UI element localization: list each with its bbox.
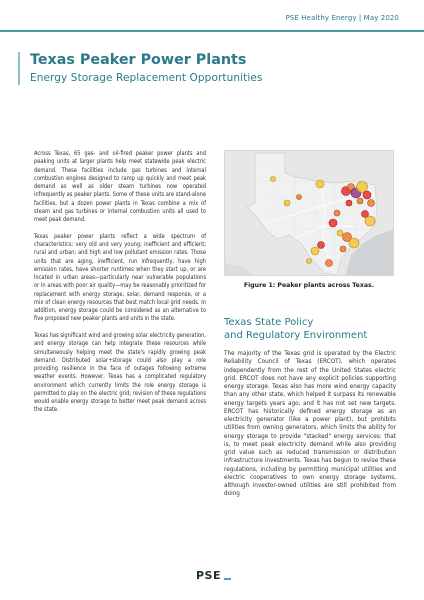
plant-marker: [368, 200, 375, 207]
plant-marker: [349, 238, 359, 248]
plant-marker: [297, 195, 302, 200]
intro-paragraph: Across Texas, 65 gas- and oil-fired peaker power plants and peaking units at larger plants help meet statewide peak electric demand. These facilities include gas turbines and internal combustion engines designed to ramp up quickly and meet peak demand as well as older steam turbines now operated infrequently as peaker plants. Some of these units are stand-alone facilities, but a dozen power plants in Texas combine a mix of steam and gas turbines or internal combustion units all used to meet peak demand.: [34, 151, 206, 223]
figure-caption: Figure 1: Peaker plants across Texas.: [243, 282, 375, 289]
section-heading-line-2: and Regulatory Environment: [224, 330, 368, 341]
plant-marker: [357, 198, 363, 204]
section-heading: [224, 316, 404, 342]
plant-marker: [346, 200, 352, 206]
page-title: Texas Peaker Power Plants: [30, 52, 247, 68]
page-subtitle: Energy Storage Replacement Opportunities: [30, 72, 263, 84]
plant-marker: [340, 246, 346, 252]
pse-logo: PSE: [196, 569, 221, 582]
plant-marker: [365, 216, 375, 226]
section-heading-line-1: Texas State Policy: [224, 317, 314, 328]
plant-marker: [337, 230, 343, 236]
plant-marker: [318, 242, 325, 249]
plant-marker: [271, 177, 276, 182]
left-column: [34, 150, 206, 423]
plant-marker: [307, 259, 312, 264]
texas-peaker-map: [224, 150, 394, 276]
plant-marker: [329, 219, 337, 227]
plant-marker: [284, 200, 290, 206]
plant-marker: [311, 247, 319, 255]
plant-marker: [326, 260, 333, 267]
header-divider: [0, 30, 424, 32]
plant-marker: [334, 210, 340, 216]
plant-marker: [357, 182, 368, 193]
plant-marker: [316, 180, 324, 188]
logo-accent-bar: [224, 578, 231, 580]
wind-solar-paragraph: Texas has significant wind and growing solar electricity generation, and energy storage can help integrate these resources while simultaneously helping meet the state's rapidly growing peak demand. Distributed solar+storage could also play a role providing resilience in the face of outages following extreme weather events. However, Texas has a complicated regulatory environment which currently limits the role energy storage is permitted to play on the electric grid; revision of these regulations would enable energy storage to better meet peak demand across the state.: [34, 333, 206, 414]
figure-1: [224, 150, 394, 289]
plant-marker: [363, 191, 371, 199]
header-publisher-date: PSE Healthy Energy | May 2020: [285, 14, 399, 22]
policy-paragraph: The majority of the Texas grid is operated by the Electric Reliability Council of Texas (ERCOT), which operates independently from the rest of the United States electric grid. ERCOT does not have any explicit policies supporting energy storage. Texas also has more wind energy capacity than any other state, which helped it surpass its renewable energy targets years ago, and it has not set new targets. ERCOT has historically defined energy storage as an electricity generator (like a power plant), but prohibits utilities from owning generators, which limits the ability for energy storage to provide "stacked" energy services: that is, to meet peak electricity demand while also providing grid value such as reduced transmission or distribution infrastructure investments. Texas has begun to revise these regulations, including by permitting municipal utilities and electric cooperatives to own energy storage systems, although investor-owned utilities are still prohibited from doing: [224, 351, 396, 498]
characteristics-paragraph: Texas peaker power plants reflect a wide spectrum of characteristics: very old and very young; inefficient and efficient; rural and urban; and high and low pollutant emission rates. Those units that are aging, inefficient, run infrequently, have high emission rates, have shorter runtimes when they start up, or are located in urban areas—particularly near vulnerable populations or in areas with poor air quality—may be reasonably prioritized for replacement with energy storage, solar, demand response, or a mix of clean energy resources that best match local grid needs. In addition, energy storage could be considered as an alternative to five proposed new peaker plants and units in the state.: [34, 233, 206, 323]
map-graphic: [225, 151, 394, 276]
title-block: [18, 52, 408, 85]
